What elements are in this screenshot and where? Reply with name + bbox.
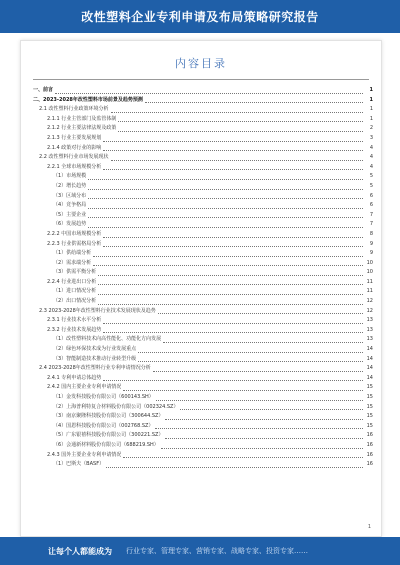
toc-entry-text: （1）供给端分析 <box>53 250 92 257</box>
toc-entry-page: 6 <box>369 202 373 209</box>
toc-entry-text: 2.2.3 行业供需格局分析 <box>47 240 102 247</box>
toc-entry-page: 1 <box>369 96 373 103</box>
toc-entry[interactable] <box>33 364 373 374</box>
page-number: 1 <box>367 524 371 530</box>
toc-entry[interactable] <box>33 211 373 221</box>
toc-divider <box>33 79 369 80</box>
toc-leader-dots <box>103 245 363 247</box>
toc-entry-text: （3）区域分布 <box>53 192 87 199</box>
toc-entry-text: 2.2.1 全球市场规模分析 <box>47 163 102 170</box>
toc-title: 内容目录 <box>175 57 227 70</box>
toc-entry[interactable] <box>33 182 373 192</box>
toc-entry-page: 14 <box>366 365 373 372</box>
toc-entry[interactable] <box>33 201 373 211</box>
toc-entry-page: 13 <box>366 326 373 333</box>
toc-entry-text: 2.1.1 行业主管部门及监管体制 <box>47 115 117 122</box>
toc-entry-page: 15 <box>366 403 373 410</box>
toc-entry-page: 1 <box>369 115 373 122</box>
toc-entry-page: 16 <box>366 441 373 448</box>
toc-leader-dots <box>103 168 363 170</box>
toc-leader-dots <box>158 312 363 314</box>
toc-entry-text: 一、前言 <box>33 87 54 93</box>
toc-entry-page: 14 <box>366 374 373 381</box>
toc-entry-text: （1）改性塑料技术向高性能化、功能化方向发展 <box>53 336 162 343</box>
toc-entry[interactable] <box>33 240 373 250</box>
toc-leader-dots <box>118 120 363 122</box>
toc-entry[interactable] <box>33 441 373 451</box>
toc-entry[interactable] <box>33 287 373 297</box>
toc-leader-dots <box>88 197 363 199</box>
toc-entry-page: 7 <box>369 211 373 218</box>
toc-entry-page: 10 <box>366 269 373 276</box>
toc-entry[interactable] <box>33 220 373 230</box>
toc-entry[interactable] <box>33 460 373 470</box>
toc-entry-page: 3 <box>369 134 373 141</box>
toc-entry-text: （3）供需平衡分析 <box>53 269 97 276</box>
toc-entry-text: 2.2.2 中国市场规模分析 <box>47 230 102 237</box>
toc-entry-page: 16 <box>366 432 373 439</box>
toc-entry-page: 8 <box>369 230 373 237</box>
toc-leader-dots <box>123 389 363 391</box>
toc-entry-text: 2.2.4 行业进出口分析 <box>47 278 97 285</box>
toc-entry[interactable] <box>33 335 373 345</box>
toc-leader-dots <box>88 188 363 190</box>
toc-entry-text: （5）广东银禧科技股份有限公司（300221.SZ） <box>53 432 164 439</box>
toc-entry-page: 1 <box>369 106 373 113</box>
toc-entry-text: 2.4.3 国外主要企业专利申请情况 <box>47 451 122 458</box>
toc-entry-page: 4 <box>369 144 373 151</box>
toc-leader-dots <box>145 101 363 103</box>
toc-leader-dots <box>138 351 363 353</box>
report-title: 改性塑料企业专利申请及布局策略研究报告 <box>81 10 319 24</box>
toc-entry-page: 4 <box>369 163 373 170</box>
toc-entry[interactable] <box>33 249 373 259</box>
toc-entry[interactable] <box>33 105 373 115</box>
toc-entry-text: （2）上海普利特复合材料股份有限公司（002324.SZ） <box>53 403 179 410</box>
toc-entry-text: （3）南京聚隆科技股份有限公司（300644.SZ） <box>53 413 164 420</box>
toc-leader-dots <box>111 159 363 161</box>
toc-entry[interactable] <box>33 326 373 336</box>
toc-entry-page: 14 <box>366 346 373 353</box>
toc-entry-page: 15 <box>366 384 373 391</box>
toc-leader-dots <box>103 379 363 381</box>
toc-entry[interactable] <box>33 393 373 403</box>
toc-leader-dots <box>165 437 363 439</box>
toc-entry-text: 2.2 改性塑料行业市场发展现状 <box>39 154 109 161</box>
toc-leader-dots <box>98 293 363 295</box>
toc-leader-dots <box>88 207 363 209</box>
toc-entry[interactable] <box>33 259 373 269</box>
toc-leader-dots <box>98 303 363 305</box>
toc-entry-text: （6）会通新材料股份有限公司（688219.SH） <box>53 441 159 448</box>
toc-entry-text: （1）巴斯夫（BASF） <box>53 461 105 468</box>
toc-leader-dots <box>163 341 363 343</box>
toc-entry[interactable] <box>33 422 373 432</box>
toc-entry[interactable] <box>33 307 373 317</box>
toc-leader-dots <box>153 370 363 372</box>
toc-entry[interactable] <box>33 451 373 461</box>
toc-entry-page: 4 <box>369 154 373 161</box>
toc-leader-dots <box>111 111 363 113</box>
toc-entry-page: 9 <box>369 250 373 257</box>
toc-entry[interactable] <box>33 163 373 173</box>
toc-entry-page: 12 <box>366 298 373 305</box>
toc-leader-dots <box>88 178 363 180</box>
toc-entry-text: （1）市场规模 <box>53 173 87 180</box>
toc-entry-text: （2）出口情况分析 <box>53 298 97 305</box>
toc-entry-text: 2.4.1 专利申请总体趋势 <box>47 374 102 381</box>
toc-entry-page: 15 <box>366 413 373 420</box>
toc-leader-dots <box>88 216 363 218</box>
toc-entry[interactable] <box>33 124 373 134</box>
toc-leader-dots <box>88 226 363 228</box>
toc-entry-text: 2.1.3 行业主要发展规划 <box>47 134 102 141</box>
toc-entry[interactable] <box>33 374 373 384</box>
toc-entry[interactable] <box>33 192 373 202</box>
toc-entry-text: 2.1.2 行业主要法律法规及政策 <box>47 125 117 132</box>
toc-leader-dots <box>165 418 363 420</box>
toc-entry[interactable] <box>33 172 373 182</box>
toc-entry-text: （1）进口情况分析 <box>53 288 97 295</box>
toc-leader-dots <box>103 322 363 324</box>
toc-list <box>33 86 373 470</box>
toc-entry-page: 12 <box>366 307 373 314</box>
toc-entry[interactable] <box>33 355 373 365</box>
toc-entry-page: 15 <box>366 394 373 400</box>
toc-entry-text: （2）需求端分析 <box>53 259 92 266</box>
toc-entry-text: 2.4 2023-2028年改性塑料行业专利申请情况分析 <box>39 365 151 372</box>
toc-entry[interactable] <box>33 316 373 326</box>
toc-entry-page: 14 <box>366 355 373 362</box>
toc-entry[interactable] <box>33 144 373 154</box>
toc-entry-text: （1）金发科技股份有限公司（600143.SH） <box>53 394 154 400</box>
toc-entry-text: 2.3.1 行业技术水平分析 <box>47 317 102 324</box>
toc-entry-text: 二、2023-2028年改性塑料市场前景及趋势预测 <box>33 96 143 103</box>
toc-entry-text: （6）发展趋势 <box>53 221 87 228</box>
document-page <box>20 40 382 537</box>
toc-leader-dots <box>155 427 363 429</box>
toc-leader-dots <box>103 149 363 151</box>
toc-entry-page: 13 <box>366 317 373 324</box>
toc-entry-text: （5）主要企业 <box>53 211 87 218</box>
toc-entry[interactable] <box>33 412 373 422</box>
toc-leader-dots <box>138 360 363 362</box>
toc-entry[interactable] <box>33 268 373 278</box>
report-footer <box>0 537 400 565</box>
toc-leader-dots <box>161 447 363 449</box>
footer-slogan: 行业专家、管理专家、营销专家、战略专家、投资专家…… <box>126 547 308 555</box>
toc-leader-dots <box>106 466 363 468</box>
toc-entry-text: （4）国恩科技股份有限公司（002768.SZ） <box>53 422 154 429</box>
toc-entry-text: （3）智能制造技术推动行业转型升级 <box>53 355 137 362</box>
toc-leader-dots <box>98 274 363 276</box>
toc-leader-dots <box>103 140 363 142</box>
report-header <box>0 0 400 33</box>
toc-leader-dots <box>123 456 363 458</box>
toc-entry[interactable] <box>33 153 373 163</box>
toc-entry[interactable] <box>33 134 373 144</box>
toc-entry-page: 11 <box>366 288 373 295</box>
toc-entry-page: 16 <box>366 451 373 458</box>
toc-entry-text: 2.3 2023-2028年改性塑料行业技术发展现状及趋势 <box>39 307 156 314</box>
toc-leader-dots <box>93 264 363 266</box>
toc-entry-page: 6 <box>369 192 373 199</box>
toc-entry-page: 7 <box>369 221 373 228</box>
toc-entry-text: 2.1.4 政策对行业的影响 <box>47 144 102 151</box>
toc-entry-text: 2.3.2 行业技术发展趋势 <box>47 326 102 333</box>
toc-entry[interactable] <box>33 115 373 125</box>
toc-entry[interactable] <box>33 403 373 413</box>
toc-entry[interactable] <box>33 230 373 240</box>
toc-entry-text: （4）竞争格局 <box>53 202 87 209</box>
toc-entry-text: 2.1 改性塑料行业政策环境分析 <box>39 106 109 113</box>
toc-entry-page: 5 <box>369 182 373 189</box>
toc-entry-text: （2）增长趋势 <box>53 182 87 189</box>
toc-leader-dots <box>55 92 363 94</box>
toc-entry-page: 10 <box>366 259 373 266</box>
toc-entry[interactable] <box>33 86 373 96</box>
toc-entry[interactable] <box>33 431 373 441</box>
toc-leader-dots <box>156 399 363 401</box>
toc-leader-dots <box>103 331 363 333</box>
toc-entry-page: 15 <box>366 422 373 429</box>
toc-entry-page: 5 <box>369 173 373 180</box>
toc-entry-page: 2 <box>369 125 373 132</box>
toc-entry[interactable] <box>33 278 373 288</box>
toc-entry-page: 1 <box>369 87 373 93</box>
toc-entry-text: 2.4.2 国内主要企业专利申请情况 <box>47 384 122 391</box>
toc-leader-dots <box>103 236 363 238</box>
toc-entry-page: 16 <box>366 461 373 468</box>
toc-entry-page: 13 <box>366 336 373 343</box>
toc-entry[interactable] <box>33 383 373 393</box>
toc-leader-dots <box>118 130 363 132</box>
toc-leader-dots <box>180 408 363 410</box>
toc-entry[interactable] <box>33 96 373 106</box>
toc-leader-dots <box>93 255 363 257</box>
toc-leader-dots <box>98 283 363 285</box>
footer-brand: 让每个人都能成为 <box>48 546 112 556</box>
toc-entry-page: 11 <box>366 278 373 285</box>
toc-entry[interactable] <box>33 297 373 307</box>
toc-entry-text: （2）绿色环保技术成为行业发展重点 <box>53 346 137 353</box>
toc-entry[interactable] <box>33 345 373 355</box>
toc-entry-page: 9 <box>369 240 373 247</box>
